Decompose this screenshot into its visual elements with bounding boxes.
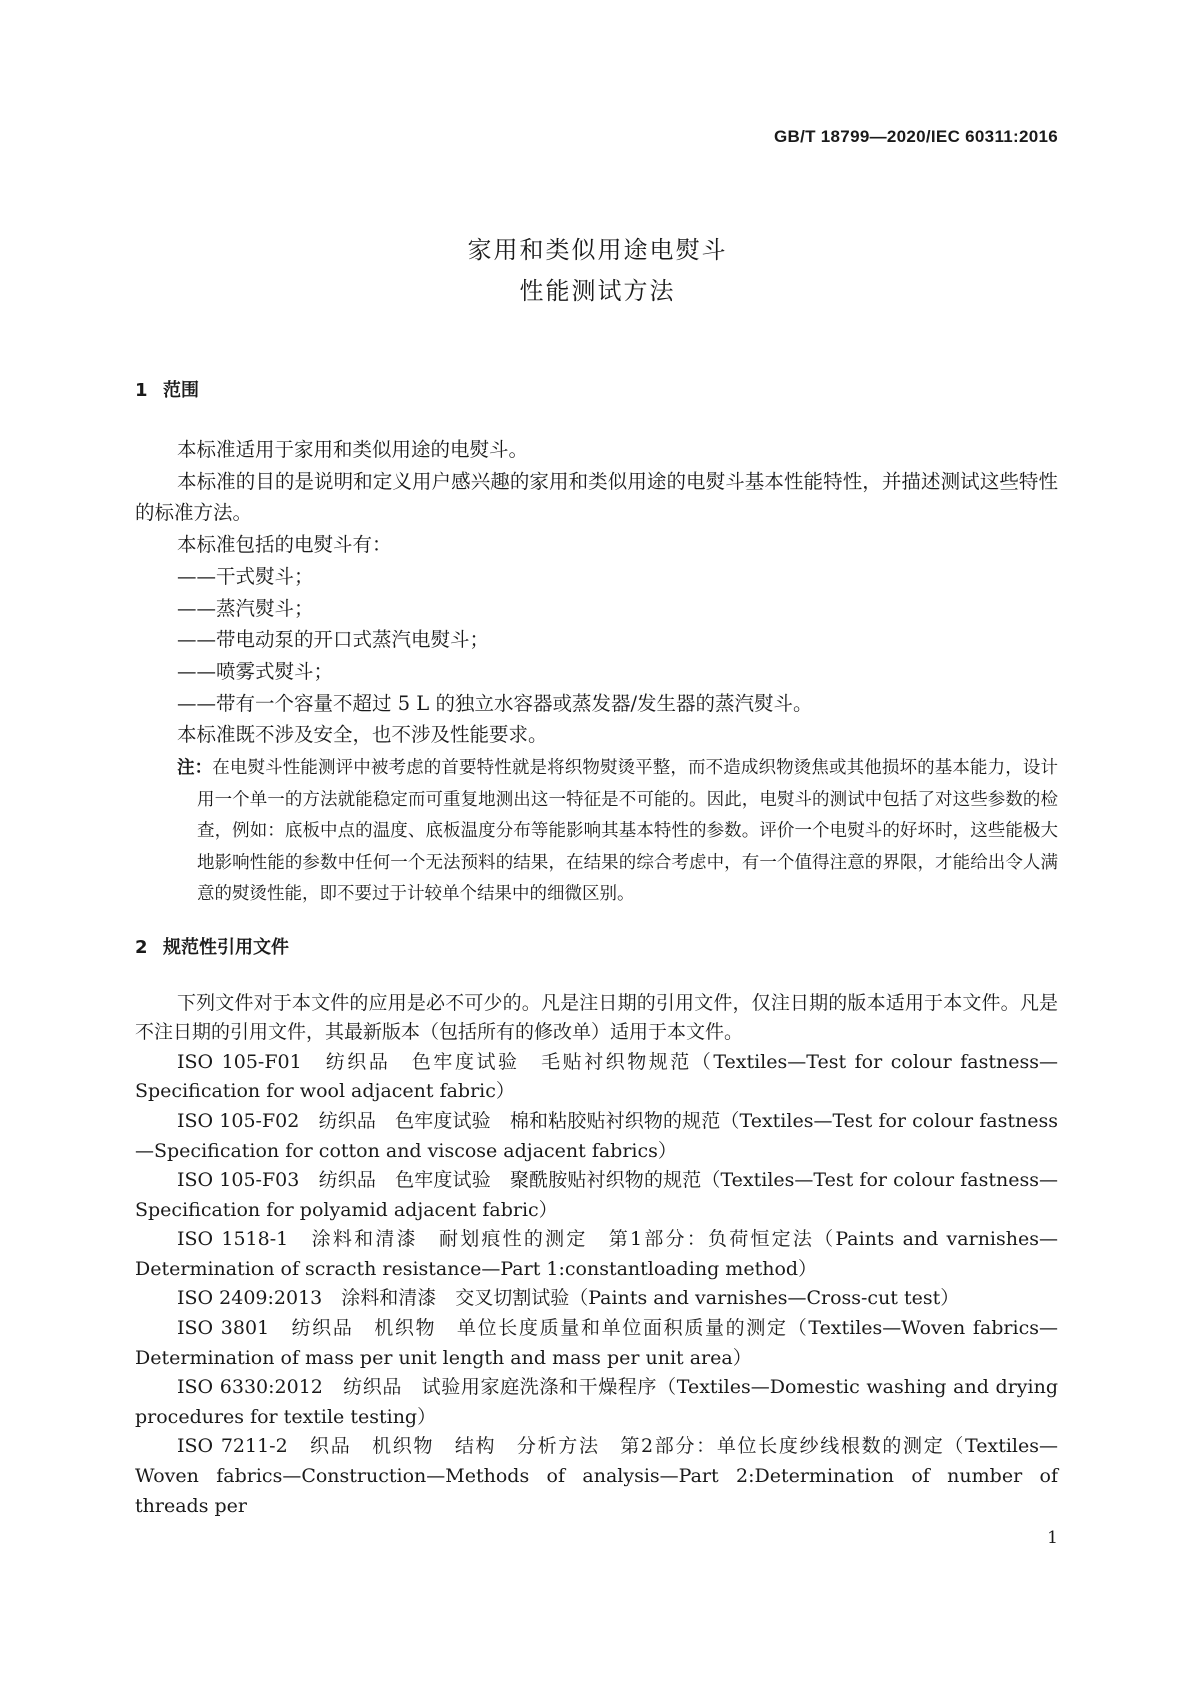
document-page [135,0,1058,1589]
paragraph: 下列文件对于本文件的应用是必不可少的。凡是注日期的引用文件，仅注日期的版本适用于本文件。凡是不注日期的引用文件，其最新版本（包括所有的修改单）适用于本文件。 [135,991,1058,1044]
paragraph: 本标准包括的电熨斗有： [177,533,392,557]
list-item: ——喷雾式熨斗； [177,659,334,683]
section-1-heading [135,378,1058,404]
reference-item: ISO 105-F01 纺织品 色牢度试验 毛贴衬织物规范（Textiles—Test for colour fastness—Specification for wool adjacent fabric） [135,1050,1058,1103]
reference-item: ISO 2409:2013 涂料和清漆 交叉切割试验（Paints and varnishes—Cross-cut test） [177,1287,960,1310]
section-number: 1 [135,380,148,401]
note-label: 注： [177,758,213,779]
reference-item: ISO 105-F03 纺织品 色牢度试验 聚酰胺贴衬织物的规范（Textiles—Test for colour fastness—Specification for polyamid adjacent fabric） [135,1169,1058,1221]
document-title-line1: 家用和类似用途电熨斗 [467,236,728,264]
section-2-body [135,989,1058,1522]
note [177,753,1058,911]
reference-item: ISO 7211-2 织品 机织物 结构 分析方法 第2部分：单位长度纱线根数的测定（Textiles—Woven fabrics—Construction—Methods of analysis—Part 2:Determination of number of threads per [135,1435,1058,1517]
list-item: ——蒸汽熨斗； [177,596,314,620]
reference-item: ISO 105-F02 纺织品 色牢度试验 棉和粘胶贴衬织物的规范（Textiles—Test for colour fastness—Specification for cotton and viscose adjacent fabrics） [135,1109,1058,1162]
list-item: ——带有一个容量不超过 5 L 的独立水容器或蒸发器/发生器的蒸汽熨斗。 [177,691,813,715]
list-item: ——带电动泵的开口式蒸汽电熨斗； [177,628,490,652]
paragraph: 本标准的目的是说明和定义用户感兴趣的家用和类似用途的电熨斗基本性能特性，并描述测试这些特性的标准方法。 [135,469,1058,525]
document-title-line2: 性能测试方法 [519,277,676,305]
section-number: 2 [135,936,148,958]
note-text: 在电熨斗性能测评中被考虑的首要特性就是将织物熨烫平整，而不造成织物烫焦或其他损坏的基本能力，设计用一个单一的方法就能稳定而可重复地测出这一特征是不可能的。因此，电熨斗的测试中包括了对这些参数的检查，例如：底板中点的温度、底板温度分布等能影响其基本特性的参数。评价一个电熨斗的好坏时，这些能极大地影响性能的参数中任何一个无法预料的结果，在结果的综合考虑中，有一个值得注意的界限，才能给出令人满意的熨烫性能，即不要过于计较单个结果中的细微区别。 [197,758,1059,905]
reference-item: ISO 3801 纺织品 机织物 单位长度质量和单位面积质量的测定（Textiles—Woven fabrics—Determination of mass per unit length and mass per unit area） [135,1317,1058,1369]
standard-number-header: GB/T 18799—2020/IEC 60311:2016 [773,127,1058,146]
section-2-heading [135,935,1058,961]
section-title: 范围 [163,380,199,401]
page-number: 1 [1047,1528,1058,1549]
list-item: ——干式熨斗； [177,564,314,588]
reference-item: ISO 1518-1 涂料和清漆 耐划痕性的测定 第1部分：负荷恒定法（Paints and varnishes—Determination of scracth resistance—Part 1:constantloading method） [135,1228,1058,1280]
section-1-body [135,434,1058,751]
section-title: 规范性引用文件 [163,936,289,958]
paragraph: 本标准既不涉及安全，也不涉及性能要求。 [177,723,548,747]
paragraph: 本标准适用于家用和类似用途的电熨斗。 [177,438,529,461]
reference-item: ISO 6330:2012 纺织品 试验用家庭洗涤和干燥程序（Textiles—Domestic washing and drying procedures for textile testing） [135,1376,1058,1428]
